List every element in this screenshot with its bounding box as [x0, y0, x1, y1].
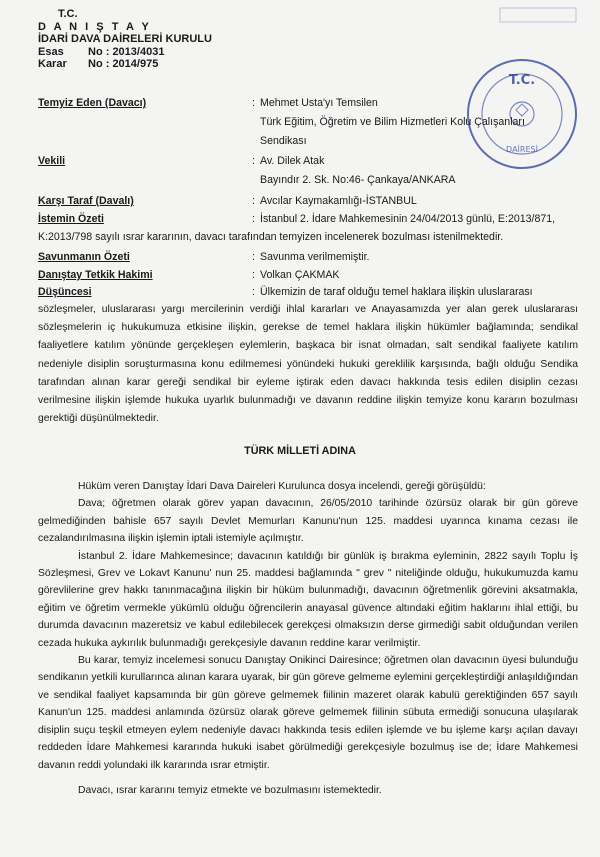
appellant-sep: : [252, 97, 255, 109]
request-continuation: K:2013/798 sayılı ısrar kararının, davacı tarafından temyizen incelenerek bozulması istenilmektedir. [38, 231, 504, 243]
attorney-label: Vekili [38, 155, 66, 167]
page-stamp-mark [498, 4, 578, 28]
opinion-label: Düşüncesi [38, 286, 92, 298]
judge-label: Danıştay Tetkik Hakimi [38, 269, 153, 281]
opinion-first-line: Ülkemizin de taraf olduğu temel haklara ilişkin uluslararası [260, 286, 533, 298]
header-court: D A N I Ş T A Y [38, 20, 152, 33]
document-header [38, 8, 212, 71]
body-paragraph-2: Dava; öğretmen olarak görev yapan davacının, 26/05/2010 tarihinde özürsüz olarak bir gün göreve gelmediğinden bahisle 657 sayılı Devlet Memurları Kanunu'nun 125. maddesi uyarınca kınama cezası ile cezalandırılmasına ilişkin işlemin iptali istemiyle açılmıştır. [38, 498, 578, 545]
attorney-value-2: Bayındır 2. Sk. No:46- Çankaya/ANKARA [260, 174, 456, 186]
request-label: İstemin Özeti [38, 213, 104, 225]
header-esas-row [38, 46, 212, 59]
appellant-label: Temyiz Eden (Davacı) [38, 97, 147, 109]
judge-sep: : [252, 269, 255, 281]
judge-value: Volkan ÇAKMAK [260, 269, 340, 281]
opinion-paragraph: sözleşmeler, uluslararası yargı mercilerinin verdiği ihlal kararları ve Anayasamızda yer alan gerek uluslararası sözleşmelerin iç hukukumuza etkisine ilişkin, gerekse de temel haklara ilişkin hükümler bağlamında; sendikal faaliyetlere katılım yönünde gerçekleşen eylemlerin, başkaca bir isnat olmadan, salt sendikal faaliyete katılım nedeniyle disiplin soruşturmasına konu edilmemesi yönündeki hukuki gereklilik karşısında, bağlı olduğu Sendika tarafından alınan karar gereği sendikal bir eyleme iştirak eden davacı hakkında tesis edilen disiplin cezası verilmesine ilişkin işlemde hukuka uyarlık bulunmadığı ve davanın reddine ilişkin temyize konu kararın bozulması gerektiği düşünülmektedir. [38, 304, 578, 425]
opinion-body [38, 301, 578, 428]
defense-label: Savunmanın Özeti [38, 251, 130, 263]
header-karar-value: No : 2014/975 [88, 58, 159, 70]
header-esas-key: Esas [38, 45, 64, 58]
seal-top-text: T.C. [508, 73, 536, 88]
respondent-sep: : [252, 195, 255, 207]
header-karar-row [38, 58, 212, 71]
respondent-label: Karşı Taraf (Davalı) [38, 195, 134, 207]
defense-value: Savunma verilmemiştir. [260, 251, 370, 263]
body-paragraph-3: İstanbul 2. İdare Mahkemesince; davacının katıldığı bir günlük iş bırakma eyleminin, 2822 sayılı Toplu İş Sözleşmesi, Grev ve Lokavt Kanunu' nun 25. maddesi bağlamında " grev " niteliğinde olduğu, hukukumuzda kamu görevlilerine grev hakkı tanınmacağına ilişkin bir hüküm bulunmadığı, davacının öğretmenlik görevini aksatmakla, eğitim ve öğretim vermekle yükümlü olduğu öğrencilerin anayasal güvence altındaki eğitim haklarını ihlal ettiği, bu durumda davacının mazeretsiz ve kabul edilebilecek gerekçesi olmaksızın derse girmediği sabit olduğundan verilen cezada hukuka aykırılık bulunmadığı gerekçesiyle davanın reddine karar verilmiştir. [38, 550, 578, 649]
official-seal [462, 54, 582, 174]
request-value: İstanbul 2. İdare Mahkemesinin 24/04/2013 günlü, E:2013/871, [260, 213, 556, 225]
body-paragraph-5: Davacı, ısrar kararını temyiz etmekte ve bozulmasını istemektedir. [78, 784, 382, 796]
appellant-value-2: Türk Eğitim, Öğretim ve Bilim Hizmetleri Kolu Çalışanları [260, 116, 525, 128]
header-esas-value: No : 2013/4031 [88, 45, 165, 58]
body-paragraph-1: Hüküm veren Danıştay İdari Dava Daireleri Kurulunca dosya incelendi, gereği görüşüldü: [78, 481, 486, 492]
decision-body [38, 478, 578, 799]
attorney-value-1: Av. Dilek Atak [260, 155, 325, 167]
decision-title: TÜRK MİLLETİ ADINA [244, 445, 356, 457]
header-tc: T.C. [58, 8, 78, 20]
attorney-sep: : [252, 155, 255, 167]
appellant-value-1: Mehmet Usta'yı Temsilen [260, 97, 378, 109]
header-karar-key: Karar [38, 58, 67, 70]
body-paragraph-4: Bu karar, temyiz incelemesi sonucu Danıştay Onikinci Dairesince; öğretmen olan davacının üyesi bulunduğu sendikanın yetkili kurullarınca alınan karara uyarak, bir gün göreve gelmeme eylemini gerçekleştirdiği anlaşıldığından ve sendikal faaliyet kapsamında bir gün göreve gelmemek fiilinin mazeret olarak kabulü gerektiğinden 657 sayılı Kanun'un 125. maddesi anlamında özürsüz olarak göreve gelmemek fiilinin sübuta ermediği sonucuna ulaşılarak disiplin suçu teşkil etmeyen eylem nedeniyle davacı hakkında tesis edilen işlemde ve bu işleme karşı açılan davayı reddeden İdare Mahkemesi kararında hukuki isabet görülmediği gerekçesiyle bozulmuş ise de; İdare Mahkemesi davanın reddi yolundaki ilk kararında ısrar etmiştir. [38, 655, 578, 771]
defense-sep: : [252, 251, 255, 263]
respondent-value: Avcılar Kaymakamlığı-İSTANBUL [260, 195, 417, 207]
request-sep: : [252, 213, 255, 225]
appellant-value-3: Sendikası [260, 135, 307, 147]
header-chamber: İDARİ DAVA DAİRELERİ KURULU [38, 33, 212, 45]
opinion-sep: : [252, 286, 255, 298]
seal-bottom-text: DAİRESİ [506, 145, 538, 154]
